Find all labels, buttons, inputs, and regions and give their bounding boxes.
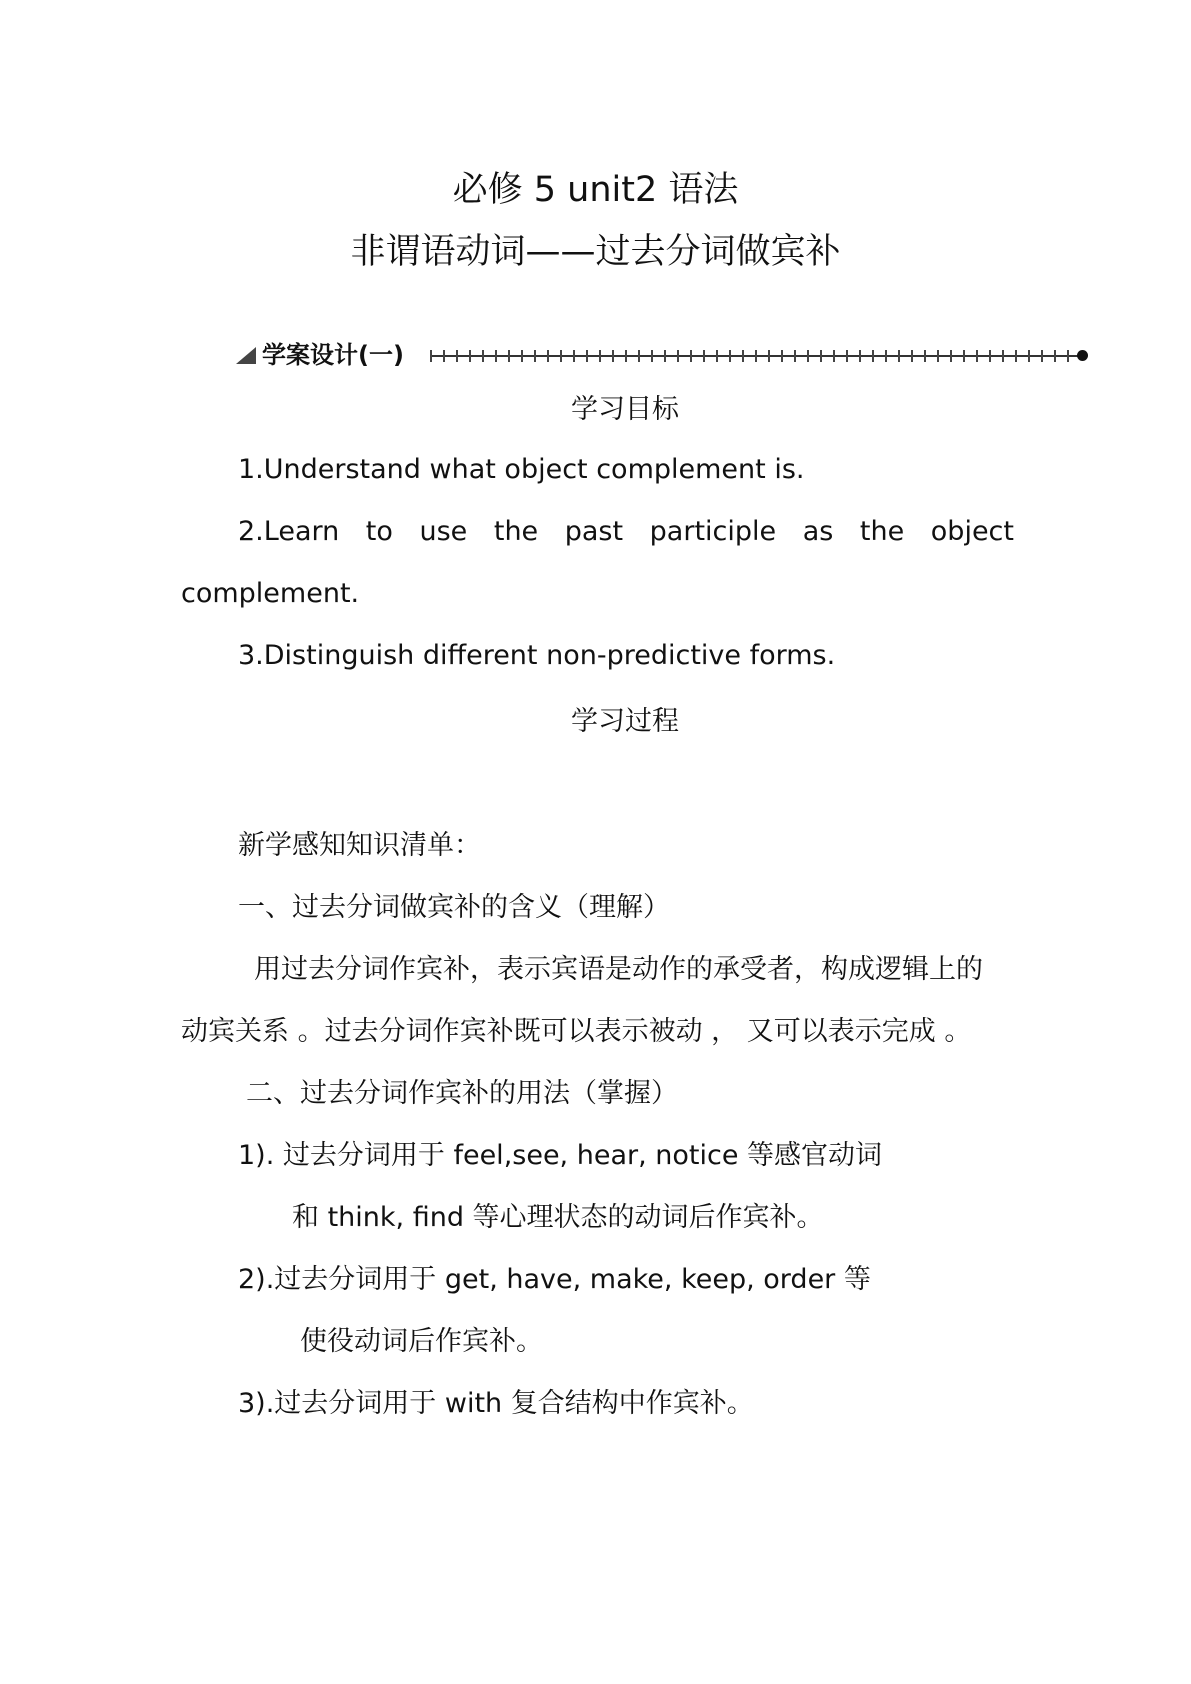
part1-text-line-2: 动宾关系 。过去分词作宾补既可以表示被动 ， 又可以表示完成 。 xyxy=(181,1016,972,1047)
usage-item-1-line-2: 和 think, find 等心理状态的动词后作宾补。 xyxy=(292,1202,824,1233)
dot-icon xyxy=(1077,350,1088,361)
part1-title: 一、过去分词做宾补的含义（理解） xyxy=(238,892,670,923)
goal-item-3: 3.Distinguish different non-predictive forms. xyxy=(238,640,836,671)
usage-item-2-line-1: 2).过去分词用于 get, have, make, keep, order 等 xyxy=(238,1264,871,1295)
usage-item-2-line-2: 使役动词后作宾补。 xyxy=(300,1326,543,1357)
usage-item-3: 3).过去分词用于 with 复合结构中作宾补。 xyxy=(238,1388,754,1419)
document-subtitle: 非谓语动词——过去分词做宾补 xyxy=(350,232,841,272)
goal-item-2-line-1: 2.Learn to use the past participle as the object xyxy=(238,516,1014,547)
usage-item-1-line-1: 1). 过去分词用于 feel,see, hear, notice 等感官动词 xyxy=(238,1140,883,1171)
section-label: 学案设计(一) xyxy=(262,341,404,369)
triangle-icon xyxy=(236,347,256,364)
list-title: 新学感知知识清单： xyxy=(238,830,481,861)
process-heading: 学习过程 xyxy=(571,706,679,737)
part1-text-line-1: 用过去分词作宾补，表示宾语是动作的承受者，构成逻辑上的 xyxy=(254,954,983,985)
part2-title: 二、过去分词作宾补的用法（掌握） xyxy=(246,1078,678,1109)
document-title: 必修 5 unit2 语法 xyxy=(452,170,739,210)
goals-heading: 学习目标 xyxy=(571,394,679,425)
section-bar xyxy=(236,340,1088,370)
goal-item-1: 1.Understand what object complement is. xyxy=(238,454,805,485)
divider-ticks xyxy=(430,350,1078,362)
goal-item-2-line-2: complement. xyxy=(181,578,360,609)
